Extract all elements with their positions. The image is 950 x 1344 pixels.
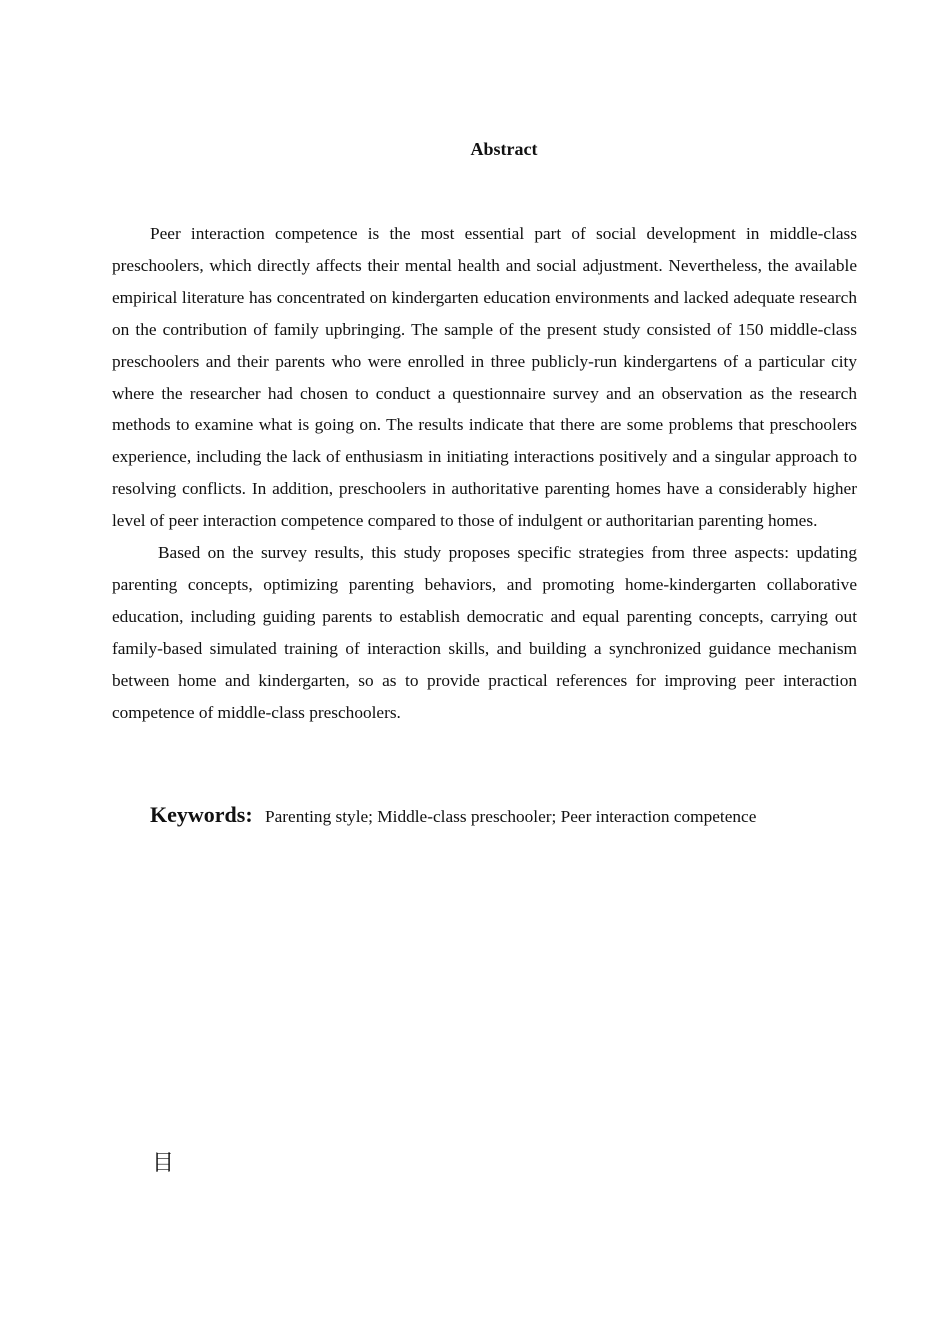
keywords-line xyxy=(150,800,890,832)
abstract-title: Abstract xyxy=(470,139,538,159)
keywords-label: Keywords: xyxy=(150,802,253,827)
keywords-value: Parenting style; Middle-class preschooler; Peer interaction competence xyxy=(264,807,757,826)
abstract-body xyxy=(112,218,857,729)
toc-heading-fragment: 目 xyxy=(152,1151,175,1176)
abstract-paragraph-1: Peer interaction competence is the most essential part of social development in middle-class preschoolers, which directly affects their mental health and social adjustment. Nevertheless, the available empirical literature has concentrated on kindergarten education environments and lacked adequate research on the contribution of family upbringing. The sample of the present study consisted of 150 middle-class preschoolers and their parents who were enrolled in three publicly-run kindergartens of a particular city where the researcher had chosen to conduct a questionnaire survey and an observation as the research methods to examine what is going on. The results indicate that there are some problems that preschoolers experience, including the lack of enthusiasm in initiating interactions positively and a singular approach to resolving conflicts. In addition, preschoolers in authoritative parenting homes have a considerably higher level of peer interaction competence compared to those of indulgent or authoritarian parenting homes. xyxy=(112,224,857,531)
abstract-paragraph-2: Based on the survey results, this study proposes specific strategies from three aspects: updating parenting concepts, optimizing parenting behaviors, and promoting home-kindergarten collaborative education, including guiding parents to establish democratic and equal parenting concepts, carrying out family-based simulated training of interaction skills, and building a synchronized guidance mechanism between home and kindergarten, so as to provide practical references for improving peer interaction competence of middle-class preschoolers. xyxy=(112,543,857,722)
